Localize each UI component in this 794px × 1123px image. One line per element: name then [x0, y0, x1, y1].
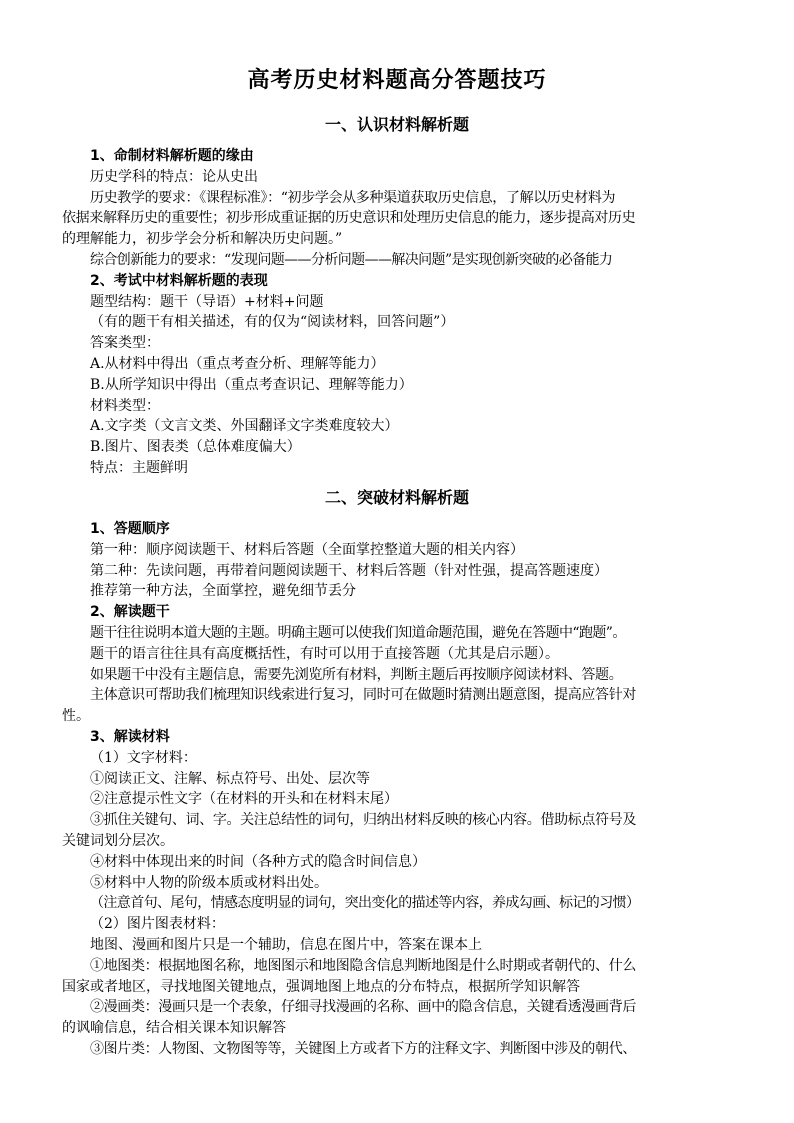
- paragraph-line: 性。: [62, 708, 90, 725]
- paragraph-line: ⑤材料中人物的阶级本质或材料出处。: [90, 874, 328, 891]
- subheading-origin: 1、命制材料解析题的缘由: [90, 148, 254, 164]
- paragraph-line: 推荐第一种方法，全面掌控，避免细节丢分: [90, 583, 356, 600]
- paragraph-line: （2）图片图表材料：: [90, 916, 225, 933]
- paragraph-line: 的理解能力，初步学会分析和解决历史问题。”: [62, 231, 343, 248]
- paragraph-line: A.文字类（文言文类、外国翻译文字类难度较大）: [90, 418, 399, 435]
- paragraph-line: 题型结构：题干（导语）+材料+问题: [90, 293, 324, 310]
- paragraph-line: 材料类型：: [90, 397, 160, 414]
- paragraph-line: 国家或者地区，寻找地图关键地点，强调地图上地点的分布特点，根据所学知识解答: [62, 978, 580, 995]
- paragraph-line: A.从材料中得出（重点考查分析、理解等能力）: [90, 355, 385, 372]
- paragraph-line: 答案类型：: [90, 335, 160, 352]
- paragraph-line: （注意首句、尾句，情感态度明显的词句，突出变化的描述等内容，养成勾画、标记的习惯）: [90, 895, 640, 912]
- paragraph-line: 历史学科的特点：论从史出: [90, 168, 258, 185]
- paragraph-line: 如果题干中没有主题信息，需要先浏览所有材料，判断主题后再按顺序阅读材料、答题。: [90, 666, 623, 683]
- paragraph-line: ③抓住关键句、词、字。关注总结性的词句，归纳出材料反映的核心内容。借助标点符号及: [90, 812, 636, 829]
- paragraph-line: （有的题干有相关描述，有的仅为“阅读材料，回答问题”）: [90, 314, 455, 331]
- paragraph-line: 依据来解释历史的重要性；初步形成重证据的历史意识和处理历史信息的能力，逐步提高对历史: [62, 210, 636, 227]
- section-heading-2: 二、突破材料解析题: [324, 488, 469, 507]
- paragraph-line: 第二种：先读问题，再带着问题阅读题干、材料后答题（针对性强，提高答题速度）: [90, 562, 608, 579]
- paragraph-line: B.从所学知识中得出（重点考查识记、理解等能力）: [90, 376, 413, 393]
- paragraph-line: 特点：主题鲜明: [90, 459, 188, 476]
- paragraph-line: ④材料中体现出来的时间（各种方式的隐含时间信息）: [90, 853, 426, 870]
- paragraph-line: ①地图类：根据地图名称，地图图示和地图隐含信息判断地图是什么时期或者朝代的、什么: [90, 957, 636, 974]
- paragraph-line: 题干往往说明本道大题的主题。明确主题可以使我们知道命题范围，避免在答题中“跑题”。: [90, 624, 626, 641]
- document-title: 高考历史材料题高分答题技巧: [247, 68, 547, 93]
- paragraph-line: ③图片类：人物图、文物图等等，关键图上方或者下方的注释文字、判断图中涉及的朝代、: [90, 1040, 636, 1057]
- subheading-order: 1、答题顺序: [90, 521, 170, 537]
- section-2-body: [62, 519, 734, 1060]
- paragraph-line: 地图、漫画和图片只是一个辅助，信息在图片中，答案在课本上: [90, 936, 482, 953]
- paragraph-line: ②漫画类：漫画只是一个表象，仔细寻找漫画的名称、画中的隐含信息，关键看透漫画背后: [90, 999, 636, 1016]
- paragraph-line: （1）文字材料：: [90, 749, 197, 766]
- section-heading-1: 一、认识材料解析题: [324, 115, 469, 134]
- paragraph-line: 历史教学的要求：《课程标准》：“初步学会从多种渠道获取历史信息，了解以历史材料为: [90, 189, 616, 206]
- paragraph-line: 题干的语言往往具有高度概括性，有时可以用于直接答题（尤其是启示题）。: [90, 645, 559, 662]
- paragraph-line: 主体意识可帮助我们梳理知识线索进行复习，同时可在做题时猜测出题意图，提高应答针对: [90, 687, 636, 704]
- paragraph-line: 综合创新能力的要求：“发现问题——分析问题——解决问题”是实现创新突破的必备能力: [90, 251, 613, 268]
- paragraph-line: ①阅读正文、注解、标点符号、出处、层次等: [90, 770, 370, 787]
- paragraph-line: ②注意提示性文字（在材料的开头和在材料末尾）: [90, 791, 398, 808]
- paragraph-line: 第一种：顺序阅读题干、材料后答题（全面掌控整道大题的相关内容）: [90, 541, 524, 558]
- subheading-material: 3、解读材料: [90, 728, 170, 745]
- subheading-stem: 2、解读题干: [90, 604, 170, 621]
- paragraph-line: 的讽喻信息，结合相关课本知识解答: [62, 1020, 286, 1037]
- paragraph-line: 关键词划分层次。: [62, 832, 174, 849]
- paragraph-line: B.图片、图表类（总体难度偏大）: [90, 439, 301, 456]
- subheading-exam: 2、考试中材料解析题的表现: [90, 272, 268, 289]
- section-1-body: [62, 146, 734, 479]
